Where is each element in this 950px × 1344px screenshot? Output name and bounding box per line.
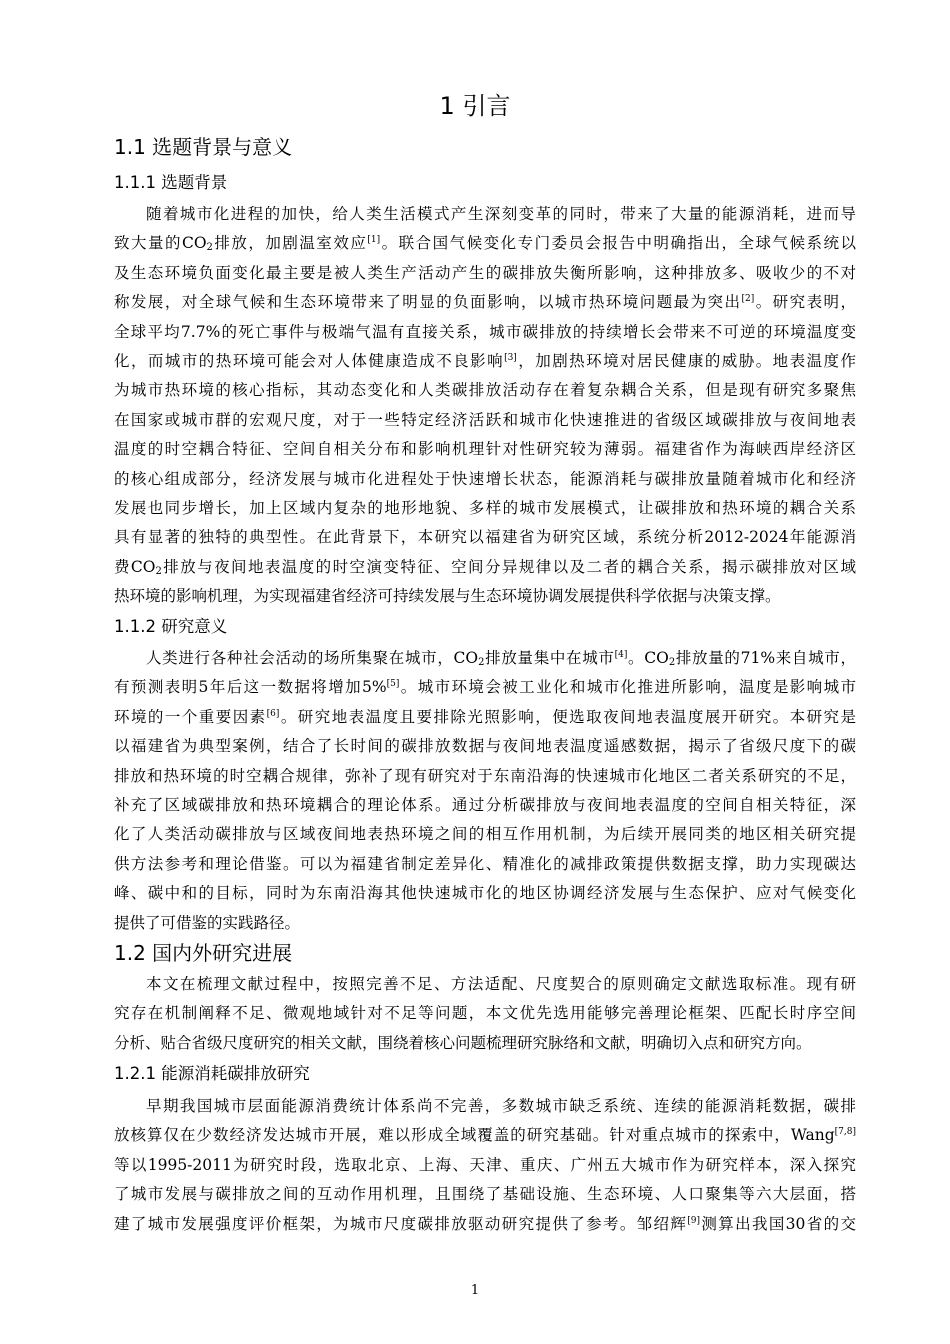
paragraph-line: 以福建省为典型案例，结合了长时间的碳排放数据与夜间地表温度遥感数据，揭示了省级尺度下的碳	[114, 737, 856, 756]
paragraph-line: 早期我国城市层面能源消费统计体系尚不完善，多数城市缺乏系统、连续的能源消耗数据，碳排	[146, 1097, 856, 1115]
paragraph-line: 温度的时空耦合特征、空间自相关分布和影响机理针对性研究较为薄弱。福建省作为海峡西岸经济区	[114, 440, 856, 459]
paragraph-line: 及生态环境负面变化最主要是被人类生产活动产生的碳排放失衡所影响，这种排放多、吸收少的不对	[114, 263, 856, 282]
paragraph-line: 本文在梳理文献过程中，按照完善不足、方法适配、尺度契合的原则确定文献选取标准。现有研	[146, 975, 856, 993]
paragraph-line: 补充了区域碳排放和热环境耦合的理论体系。通过分析碳排放与夜间地表温度的空间自相关特征，深	[114, 795, 856, 814]
paragraph-line: 随着城市化进程的加快，给人类生活模式产生深刻变革的同时，带来了大量的能源消耗，进而导	[146, 205, 856, 223]
paragraph-line: 放核算仅在少数经济发达城市开展，难以形成全域覆盖的研究基础。针对重点城市的探索中，Wang[7,8]	[114, 1126, 856, 1145]
section-heading-1-1-2: 1.1.2 研究意义	[114, 617, 228, 636]
chapter-title: 1 引言	[439, 92, 511, 120]
page-number: 1	[470, 1283, 480, 1298]
paragraph-line: 全球平均7.7%的死亡事件与极端气温有直接关系，城市碳排放的持续增长会带来不可逆的环境温度变	[114, 322, 856, 341]
paragraph-research-progress	[114, 970, 856, 1058]
section-heading-1-1: 1.1 选题背景与意义	[114, 135, 293, 159]
paragraph-line: 热环境的影响机理，为实现福建省经济可持续发展与生态环境协调发展提供科学依据与决策支撑。	[114, 587, 781, 606]
paragraph-line: 费$CO_2$排放与夜间地表温度的时空演变特征、空间分异规律以及二者的耦合关系，揭示碳排放对区域	[114, 557, 856, 577]
paragraph-line: 称发展，对全球气候和生态环境带来了明显的负面影响，以城市热环境问题最为突出[2]。研究表明，	[114, 293, 856, 312]
paragraph-background	[114, 200, 856, 611]
section-heading-1-2-1: 1.2.1 能源消耗碳排放研究	[114, 1064, 310, 1083]
paragraph-line: 化，而城市的热环境可能会对人体健康造成不良影响[3]，加剧热环境对居民健康的威胁。地表温度作	[114, 351, 856, 370]
paragraph-line: 有预测表明5年后这一数据将增加5%[5]。城市环境会被工业化和城市化推进所影响，温度是影响城市	[114, 678, 856, 697]
paragraph-line: 建了城市发展强度评价框架，为城市尺度碳排放驱动研究提供了参考。邹绍辉[9]测算出我国30省的交	[114, 1214, 856, 1233]
paragraph-energy-carbon	[114, 1092, 856, 1239]
paragraph-line: 环境的一个重要因素[6]。研究地表温度且要排除光照影响，便选取夜间地表温度展开研究。本研究是	[114, 707, 856, 726]
paragraph-line: 提供了可借鉴的实践路径。	[114, 913, 301, 932]
paragraph-line: 究存在机制阐释不足、微观地域针对不足等问题，本文优先选用能够完善理论框架、匹配长时序空间	[114, 1004, 856, 1023]
paragraph-significance	[114, 644, 856, 938]
paragraph-line: 排放和热环境的时空耦合规律，弥补了现有研究对于东南沿海的快速城市化地区二者关系研究的不足，	[114, 766, 856, 785]
paragraph-line: 人类进行各种社会活动的场所集聚在城市，$CO_2$排放量集中在城市[4]。$CO_2$排放量的71%来自城市，	[146, 649, 856, 668]
paragraph-line: 峰、碳中和的目标，同时为东南沿海其他快速城市化的地区协调经济发展与生态保护、应对气候变化	[114, 884, 856, 903]
paragraph-line: 在国家或城市群的宏观尺度，对于一些特定经济活跃和城市化快速推进的省级区域碳排放与夜间地表	[114, 410, 856, 429]
paragraph-line: 的核心组成部分，经济发展与城市化进程处于快速增长状态，能源消耗与碳排放量随着城市化和经济	[114, 469, 856, 488]
section-heading-1-2: 1.2 国内外研究进展	[114, 941, 293, 965]
paragraph-line: 供方法参考和理论借鉴。可以为福建省制定差异化、精准化的减排政策提供数据支撑，助力实现碳达	[114, 854, 856, 873]
paragraph-line: 发展也同步增长，加上区域内复杂的地形地貌、多样的城市发展模式，让碳排放和热环境的耦合关系	[114, 498, 856, 517]
paragraph-line: 分析、贴合省级尺度研究的相关文献，围绕着核心问题梳理研究脉络和文献，明确切入点和研究方向。	[114, 1033, 812, 1052]
paragraph-line: 化了人类活动碳排放与区域夜间地表热环境之间的相互作用机制，为后续开展同类的地区相关研究提	[114, 825, 856, 844]
section-heading-1-1-1: 1.1.1 选题背景	[114, 173, 228, 192]
paragraph-line: 为城市热环境的核心指标，其动态变化和人类碳排放活动存在着复杂耦合关系，但是现有研究多聚焦	[114, 381, 856, 400]
paragraph-line: 具有显著的独特的典型性。在此背景下，本研究以福建省为研究区域，系统分析2012-2024年能源消	[114, 528, 856, 547]
paragraph-line: 等以1995-2011为研究时段，选取北京、上海、天津、重庆、广州五大城市作为研究样本，深入探究	[114, 1155, 856, 1174]
paragraph-line: 致大量的$CO_2$排放，加剧温室效应[1]。联合国气候变化专门委员会报告中明确指出，全球气候系统以	[114, 234, 856, 254]
paragraph-line: 了城市发展与碳排放之间的互动作用机理，且围绕了基础设施、生态环境、人口聚集等六大层面，搭	[114, 1185, 856, 1204]
